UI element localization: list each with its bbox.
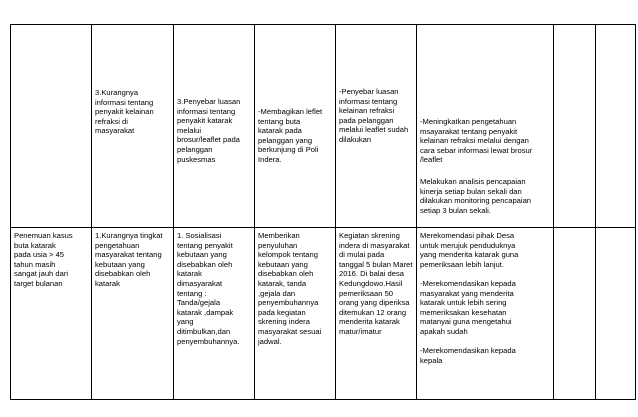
table-cell: Merekomendasi pihak Desa untuk merujuk penduduknya yang menderita katarak guna pemeriksaan lebih lanjut. -Merekomendasikan kepada masyarakat yang menderita katarak untuk lebih sering memeriksakan kesehatan matanyai guna mengetahui apakah sudah -Merekomendasikan kepada kepala: [417, 228, 554, 400]
table-cell: [596, 25, 636, 228]
table-cell: [11, 25, 92, 228]
table-cell: 3.Penyebar luasan informasi tentang penyakit katarak melalui brosur/leaflet pada pelanggan puskesmas: [174, 25, 255, 228]
table-cell: -Meningkatkan pengetahuan msayarakat tentang penyakit kelainan refraksi melalui dengan cara sebar informasi lewat brosur /leaflet Melakukan analisis pencapaian kinerja setiap bulan sekali dan dilakukan monitoring pencapaian setiap 3 bulan sekali.: [417, 25, 554, 228]
table-row: [11, 228, 636, 400]
table-cell: Memberikan penyuluhan kelompok tentang kebutaan yang disebabkan oleh katarak, tanda ,gejala dan penyembuhannya pada kegiatan skrening indera masyarakat sesuai jadwal.: [255, 228, 336, 400]
table-cell: 1. Sosialisasi tentang penyakit kebutaan yang disebabkan oleh katarak dimasyarakat tentang : Tanda/gejala katarak ,dampak yang ditimbulkan,dan penyembuhannya.: [174, 228, 255, 400]
table-row: [11, 25, 636, 228]
table-cell: Kegiatan skrening indera di masyarakat di mulai pada tanggal 5 bulan Maret 2016. Di balai desa Kedungdowo.Hasil pemeriksaan 50 orang yang diperiksa ditemukan 12 orang menderita katarak matur/imatur: [336, 228, 417, 400]
table-cell: [554, 25, 596, 228]
table-cell: [554, 228, 596, 400]
table-cell: 3.Kurangnya informasi tentang penyakit kelainan refraksi di masyarakat: [92, 25, 174, 228]
table-cell: [596, 228, 636, 400]
table-cell: 1.Kurangnya tingkat pengetahuan masyarakat tentang kebutaan yang disebabkan oleh katarak: [92, 228, 174, 400]
table-cell: -Membagikan leflet tentang buta katarak pada pelanggan yang berkunjung di Poli Indera.: [255, 25, 336, 228]
action-plan-table: [10, 24, 636, 400]
table-cell: Penemuan kasus buta katarak pada usia > 45 tahun masih sangat jauh dari target bulanan: [11, 228, 92, 400]
table-cell: -Penyebar luasan informasi tentang kelainan refraksi pada pelanggan melalui leaflet sudah dilakukan: [336, 25, 417, 228]
